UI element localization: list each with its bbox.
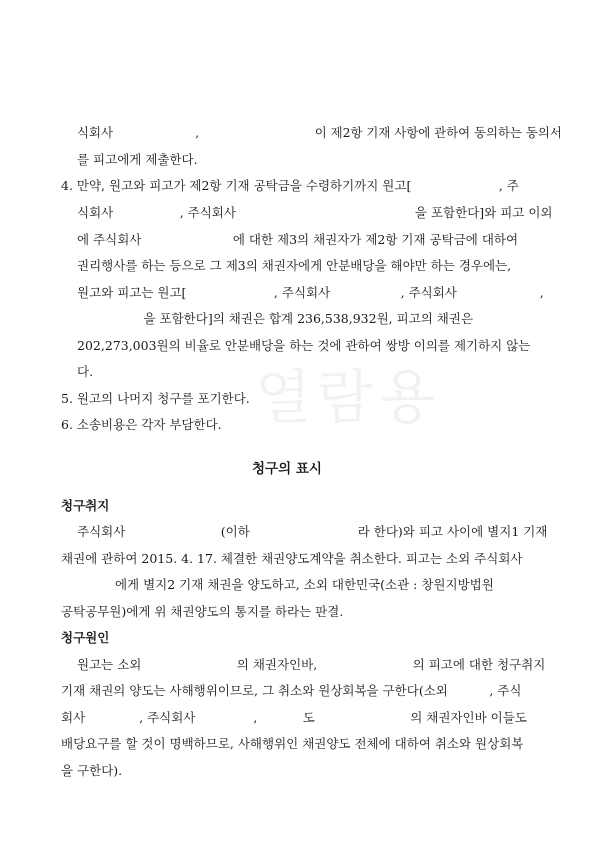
body-line: 을 구한다). (61, 763, 123, 778)
body-line: 에게 별지2 기재 채권을 양도하고, 소외 대한민국(소관 : 창원지방법원 (61, 577, 494, 592)
body-line: 권리행사를 하는 등으로 그 제3의 채권자에게 안분배당을 해야만 하는 경우에는, (77, 258, 512, 273)
body-line: 5. 원고의 나머지 청구를 포기한다. (61, 391, 250, 406)
body-line: 4. 만약, 원고와 피고가 제2항 기재 공탁금을 수령하기까지 원고[ , 주 (61, 178, 519, 193)
body-line: 주식회사 (이하 라 한다)와 피고 사이에 별지1 기재 (77, 524, 548, 539)
body-line: 식회사 , 주식회사 을 포함한다]와 피고 이외 (77, 205, 553, 220)
subsection-heading: 청구취지 (61, 498, 110, 513)
subsection-heading: 청구원인 (61, 630, 110, 645)
body-line: 기재 채권의 양도는 사해행위이므로, 그 취소와 원상회복을 구한다(소외 , 주식 (61, 683, 522, 698)
body-line: 다. (77, 364, 94, 379)
body-line: 에 주식회사 에 대한 제3의 채권자가 제2항 기재 공탁금에 대하여 (77, 232, 519, 247)
body-line: 202,273,003원의 비율로 안분배당을 하는 것에 관하여 쌍방 이의를 제기하지 않는 (77, 338, 531, 353)
body-line: 공탁공무원)에게 위 채권양도의 통지를 하라는 판결. (61, 604, 344, 619)
body-line: 배당요구를 할 것이 명백하므로, 사해행위인 채권양도 전체에 대하여 취소와 원상회복 (61, 736, 524, 751)
body-line: 식회사 , 이 제2항 기재 사항에 관하여 동의하는 동의서 (77, 125, 562, 140)
body-line: 을 포함한다]의 채권은 합계 236,538,932원, 피고의 채권은 (77, 311, 474, 326)
body-line: 회사 , 주식회사 , 도 의 채권자인바 이들도 (61, 710, 527, 725)
body-line: 원고와 피고는 원고[ , 주식회사 , 주식회사 , (77, 285, 544, 300)
section-heading: 청구의 표시 (252, 461, 322, 477)
body-line: 를 피고에게 제출한다. (77, 152, 198, 167)
body-line: 원고는 소외 의 채권자인바, 의 피고에 대한 청구취지 (77, 657, 546, 672)
body-line: 6. 소송비용은 각자 부담한다. (61, 417, 222, 432)
watermark-text: 열람용 (255, 363, 442, 431)
body-line: 채권에 관하여 2015. 4. 17. 체결한 채권양도계약을 취소한다. 피고는 소외 주식회사 (61, 551, 523, 566)
